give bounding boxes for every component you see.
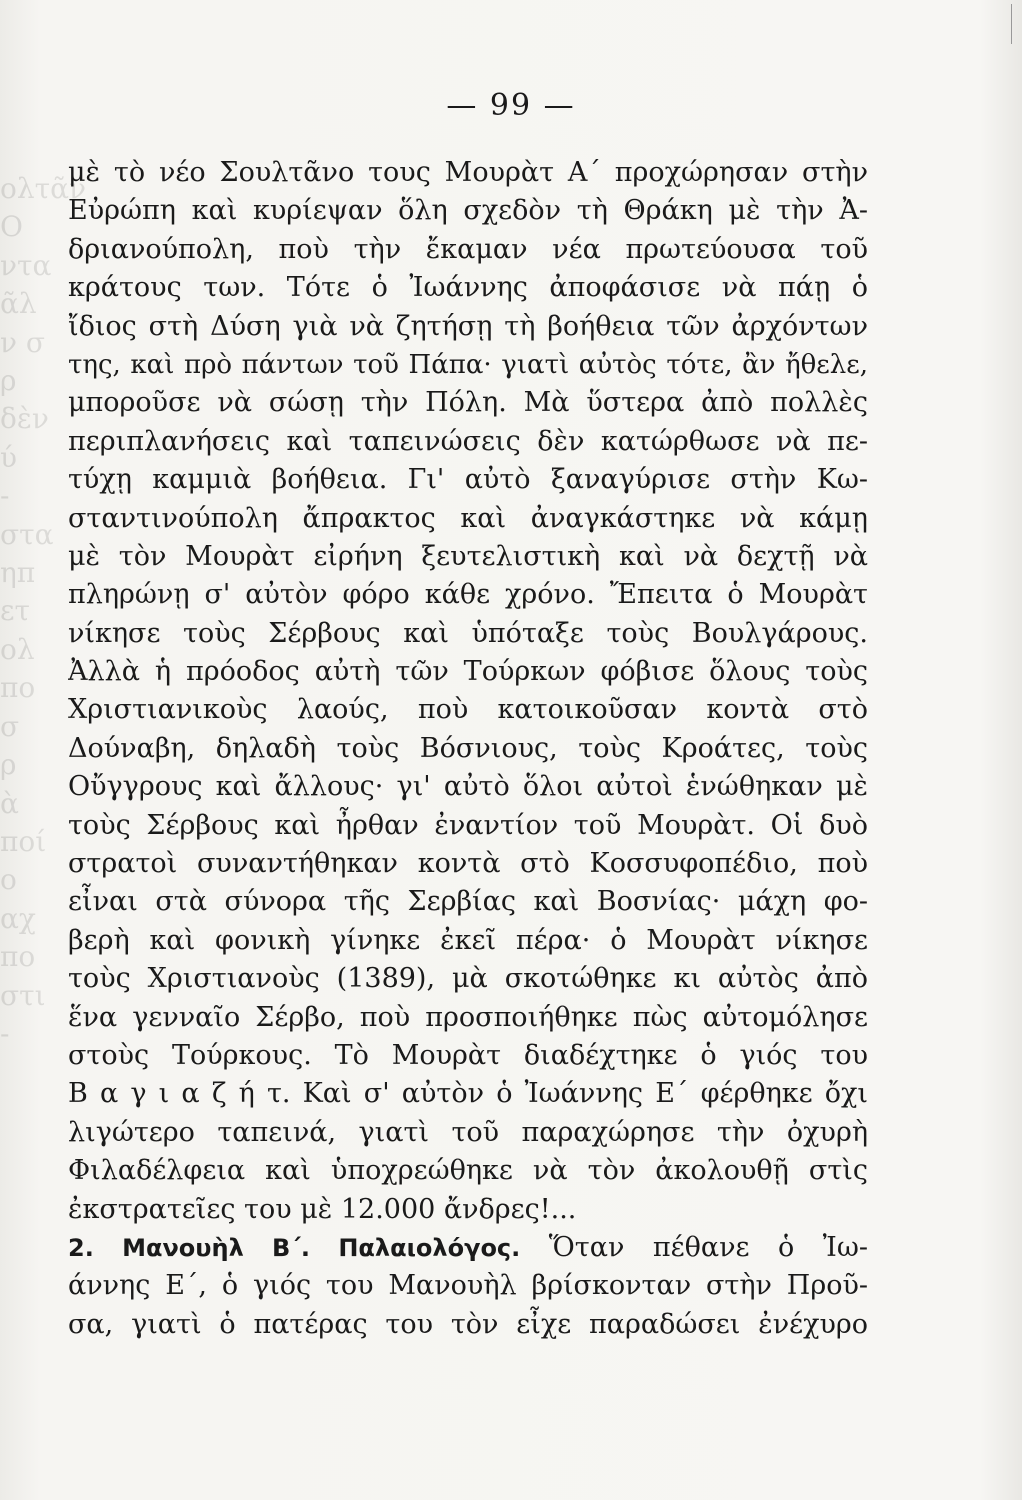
text-line: στρατοὶ συναντήθηκαν κοντὰ στὸ Κοσσυφοπέδιο, ποὺ [68,848,868,880]
text-line: σα, γιατὶ ὁ πατέρας του τὸν εἶχε παραδώσει ἐνέχυρο [68,1308,868,1340]
text-line: κράτους των. Τότε ὁ Ἰωάννης ἀποφάσισε νὰ πάῃ ὁ [68,272,868,304]
text-line: άννης Ε΄, ὁ γιός του Μανουὴλ βρίσκονταν στὴν Προῦ- [68,1270,868,1302]
text-line: μὲ τὸν Μουρὰτ εἰρήνη ξευτελιστικὴ καὶ νὰ δεχτῇ νὰ [68,540,868,572]
text-line: σταντινούπολη ἄπρακτος καὶ ἀναγκάστηκε νὰ κάμῃ [68,502,868,534]
text-line: ἕνα γενναῖο Σέρβο, ποὺ προσποιήθηκε πὼς αὐτομόλησε [68,1001,868,1033]
text-line: Οὔγγρους καὶ ἄλλους· γι' αὐτὸ ὅλοι αὐτοὶ ἑνώθηκαν μὲ [68,771,868,803]
text-line: Φιλαδέλφεια καὶ ὑποχρεώθηκε νὰ τὸν ἀκολουθῇ στὶς [68,1155,868,1187]
page-edge-mark [1011,4,1018,44]
section-line-start: Ὅταν πέθανε ὁ Ἰω- [548,1231,868,1263]
text-line: στοὺς Τούρκους. Τὸ Μουρὰτ διαδέχτηκε ὁ γιός του [68,1039,868,1071]
text-line: λιγώτερο ταπεινά, γιατὶ τοῦ παραχώρησε τὴν ὀχυρὴ [68,1116,868,1148]
text-line: Χριστιανικοὺς λαούς, ποὺ κατοικοῦσαν κοντὰ στὸ [68,694,868,726]
text-line: πληρώνῃ σ' αὐτὸν φόρο κάθε χρόνο. Ἔπειτα ὁ Μουρὰτ [68,579,868,611]
text-line: τοὺς Χριστιανοὺς (1389), μὰ σκοτώθηκε κι αὐτὸς ἀπὸ [68,963,868,995]
text-line: Β α γ ι α ζ ή τ. Καὶ σ' αὐτὸν ὁ Ἰωάννης Ε΄ φέρθηκε ὄχι [68,1078,868,1110]
text-line: της, καὶ πρὸ πάντων τοῦ Πάπα· γιατὶ αὐτὸς τότε, ἂν ἤθελε, [68,349,868,380]
section-heading: 2. Μανουὴλ Β΄. Παλαιολόγος. [68,1233,521,1262]
text-line: βερὴ καὶ φονικὴ γίνηκε ἐκεῖ πέρα· ὁ Μουρὰτ νίκησε [68,924,868,956]
text-line: νίκησε τοὺς Σέρβους καὶ ὑπόταξε τοὺς Βουλγάρους. [68,617,868,649]
body-text [68,154,868,1344]
text-line: δριανούπολη, ποὺ τὴν ἔκαμαν νέα πρωτεύουσα τοῦ [68,233,868,265]
text-line: μὲ τὸ νέο Σουλτᾶνο τους Μουρὰτ Α΄ προχώρησαν στὴν [68,157,868,188]
text-line: ἐκστρατεῖες του μὲ 12.000 ἄνδρες!... [68,1193,577,1225]
text-line: μποροῦσε νὰ σώσῃ τὴν Πόλη. Μὰ ὕστερα ἀπὸ πολλὲς [68,387,868,419]
show-through-bleed: ολτᾶν Ο ντα ᾶλ ν σ ρ δὲν ύ - στα ηπ ετ ολ πο σ ρ ὰ ποί ο αχ πο στι - [0,172,87,1050]
text-line: ἴδιος στὴ Δύση γιὰ νὰ ζητήσῃ τὴ βοήθεια τῶν ἀρχόντων [68,310,868,342]
text-line: τοὺς Σέρβους καὶ ἦρθαν ἐναντίον τοῦ Μουρὰτ. Οἱ δυὸ [68,809,868,841]
text-line: περιπλανήσεις καὶ ταπεινώσεις δὲν κατώρθωσε νὰ πε- [68,425,868,457]
text-line: εἶναι στὰ σύνορα τῆς Σερβίας καὶ Βοσνίας· μάχη φο- [68,886,868,918]
text-line: Εὐρώπη καὶ κυρίεψαν ὅλη σχεδὸν τὴ Θράκη μὲ τὴν Ἀ- [68,195,868,227]
text-line: Ἀλλὰ ἡ πρόοδος αὐτὴ τῶν Τούρκων φόβισε ὅλους τοὺς [68,656,868,688]
text-line: Δούναβη, δηλαδὴ τοὺς Βόσνιους, τοὺς Κροάτες, τοὺς [68,732,868,764]
section-heading-line [68,1229,868,1267]
text-line: τύχῃ καμμιὰ βοήθεια. Γι' αὐτὸ ξαναγύρισε στὴν Κω- [68,464,868,496]
page-number: — 99 — [446,88,576,123]
